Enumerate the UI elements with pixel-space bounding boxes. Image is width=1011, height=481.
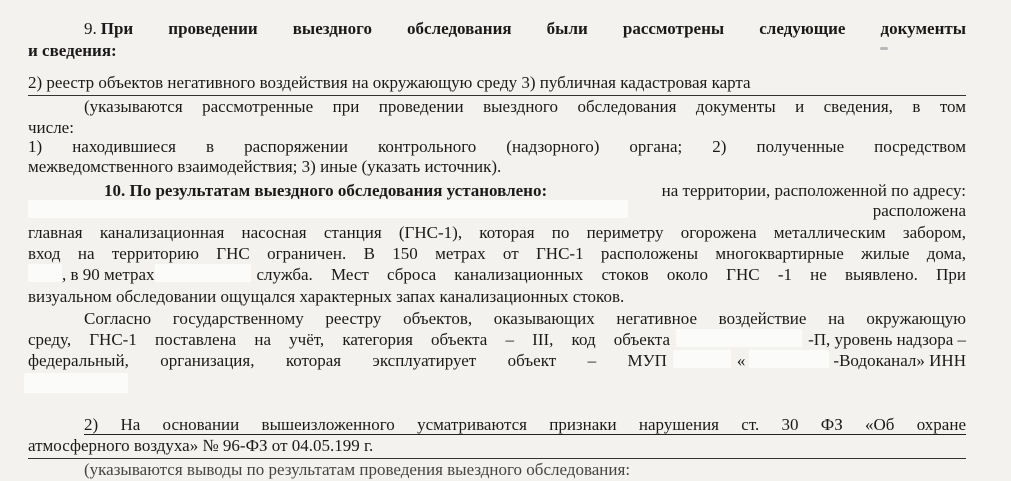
registry-line3 xyxy=(28,350,966,372)
item9-heading: При проведении выездного обследования были рассмотрены следующие документы xyxy=(100,19,966,38)
hint2: (указываются выводы по результатам проведения выездного обследования: xyxy=(84,460,631,479)
scan-speck xyxy=(880,47,888,50)
item10-line6: визуальном обследовании ощущался характерных запах канализационных стоков. xyxy=(28,287,625,306)
hint1-line3: 1) находившиеся в распоряжении контрольного (надзорного) органа; 2) полученные посредством xyxy=(28,137,966,156)
redacted-fragment xyxy=(28,264,62,282)
redacted-fragment xyxy=(673,350,731,368)
item9-line1 xyxy=(84,18,966,40)
item10-lead: на территории, расположенной по адресу: xyxy=(661,181,966,200)
item10-line5-a: , в 90 метрах xyxy=(62,265,155,284)
documents-considered: 2) реестр объектов негативного воздействия на окружающую среду 3) публичная кадастровая карта xyxy=(28,73,751,92)
item10-line1 xyxy=(104,180,966,202)
redacted-code xyxy=(676,329,802,347)
item10-line5 xyxy=(28,264,966,286)
item9-line2: и сведения: xyxy=(28,41,117,60)
conclusion-line1 xyxy=(84,414,966,436)
hint1-line2: числе: xyxy=(28,118,74,137)
registry-line2-b: -П, уровень надзора – xyxy=(808,330,966,349)
registry-line1: Согласно государственному реестру объектов, оказывающих негативное воздействие на окружающую xyxy=(84,309,966,328)
registry-line3-c: -Водоканал» ИНН xyxy=(833,351,966,370)
item10-line5-b: служба. Мест сброса канализационных стоков около ГНС -1 не выявлено. При xyxy=(256,265,966,284)
item10-line2-end: расположена xyxy=(872,201,966,220)
redacted-org-name xyxy=(749,350,829,368)
item9-number: 9. xyxy=(84,19,97,38)
conclusion-line2: атмосферного воздуха» № 96-ФЗ от 04.05.199 г. xyxy=(28,436,374,455)
registry-line3-a: федеральный, организация, которая эксплуатирует объект – МУП xyxy=(28,351,667,370)
hint1-line1: (указываются рассмотренные при проведении выездного обследования документы и сведения, в том xyxy=(84,97,966,116)
registry-line2-a: среду, ГНС-1 поставлена на учёт, категория объекта – III, код объекта xyxy=(28,330,671,349)
hint1-line4: межведомственного взаимодействия; 3) иные (указать источник). xyxy=(28,157,502,176)
item10-heading: 10. По результатам выездного обследования установлено: xyxy=(104,181,548,200)
redacted-fragment xyxy=(155,264,251,282)
item10-line2 xyxy=(28,200,966,222)
redacted-inn xyxy=(24,373,128,393)
registry-line3-b: « xyxy=(736,351,746,370)
item10-line3: главная канализационная насосная станция (ГНС-1), которая по периметру огорожена металлическим забором, xyxy=(28,223,966,242)
item10-line4: вход на территорию ГНС ограничен. В 150 метрах от ГНС-1 расположены многоквартирные жилые дома, xyxy=(28,244,966,263)
redacted-address xyxy=(28,200,628,218)
conclusion-line1-text: 2) На основании вышеизложенного усматриваются признаки нарушения ст. 30 ФЗ «Об охране xyxy=(84,415,966,434)
registry-line2 xyxy=(28,329,966,351)
